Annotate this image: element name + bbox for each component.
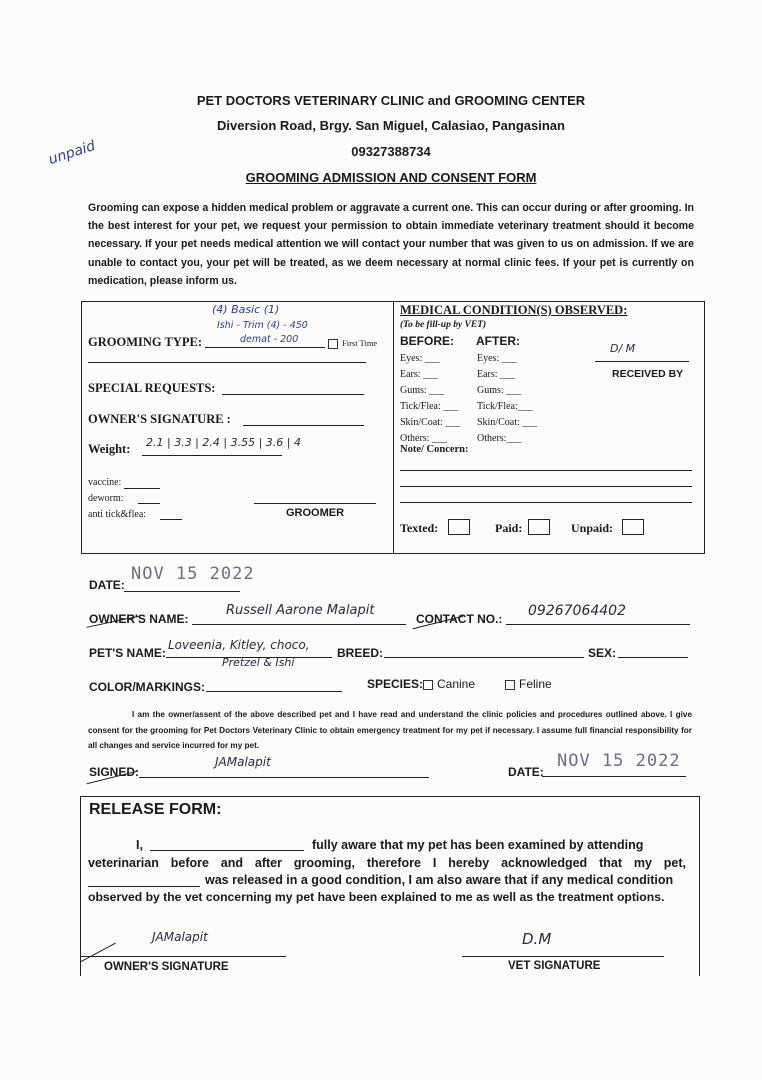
deworm-line <box>138 503 160 504</box>
release-pet-line <box>88 886 200 887</box>
vet-release-label: VET SIGNATURE <box>508 960 601 972</box>
special-requests-line <box>222 394 364 395</box>
before-conditions <box>400 351 460 447</box>
owner-release-signature: JAMalapit <box>152 930 208 944</box>
before-label: BEFORE: <box>400 334 454 348</box>
grooming-type-line-2 <box>88 362 366 363</box>
medical-title: MEDICAL CONDITION(S) OBSERVED: <box>400 303 628 317</box>
owner-signature-label: OWNER'S SIGNATURE : <box>88 412 231 426</box>
before-eyes: Eyes: ___ <box>400 353 440 364</box>
clinic-address: Diversion Road, Brgy. San Miguel, Calasiao, Pangasinan <box>217 118 565 133</box>
clinic-name: PET DOCTORS VETERINARY CLINIC and GROOMING CENTER <box>196 93 586 108</box>
sex-line <box>618 657 688 658</box>
consent-signature: JAMalapit <box>215 755 271 769</box>
after-ears: Ears: ___ <box>477 369 516 380</box>
release-line3-suffix: was released in a good condition, I am also aware that if any medical condition <box>205 873 674 887</box>
pet-name-value-2: Pretzel & Ishi <box>222 656 295 669</box>
before-tick-flea: Tick/Flea: ___ <box>400 401 459 412</box>
pet-name-label: PET'S NAME: <box>89 646 166 660</box>
color-line <box>206 691 342 692</box>
first-time-checkbox[interactable] <box>328 338 377 349</box>
release-line2: veterinarian before and after grooming, therefore I hereby acknowledged that my pet, <box>88 856 686 870</box>
before-ears: Ears: ___ <box>400 369 439 380</box>
after-eyes: Eyes: ___ <box>477 353 517 364</box>
owner-name-line <box>192 624 406 625</box>
contact-value: 09267064402 <box>528 603 626 619</box>
groomer-label: GROOMER <box>286 507 345 519</box>
first-time-label: First Time <box>342 338 378 348</box>
first-time-box[interactable] <box>328 339 338 349</box>
signed-line <box>139 777 429 778</box>
breed-line <box>384 657 584 658</box>
after-label: AFTER: <box>476 334 520 348</box>
consent-date-line <box>542 776 686 777</box>
weight-label: Weight: <box>88 442 131 456</box>
deworm-label: deworm: <box>88 493 124 504</box>
groomer-line <box>254 503 376 504</box>
pet-name-value-1: Loveenia, Kitley, choco, <box>168 638 310 652</box>
clinic-phone: 09327388734 <box>351 144 431 159</box>
unpaid-checkbox[interactable] <box>622 519 644 535</box>
breed-label: BREED: <box>337 646 384 660</box>
feline-label: Feline <box>519 677 552 691</box>
release-line4: observed by the vet concerning my pet have been explained to me as well as the treatment options. <box>88 890 665 904</box>
species-label: SPECIES: <box>367 677 424 691</box>
box-divider <box>393 301 394 554</box>
color-label: COLOR/MARKINGS: <box>89 680 205 694</box>
vaccine-label: vaccine: <box>88 477 122 488</box>
texted-label: Texted: <box>400 521 439 535</box>
feline-option[interactable] <box>505 677 552 691</box>
release-name-line <box>150 850 304 851</box>
after-gums: Gums: ___ <box>477 385 522 396</box>
consent-date-label: DATE: <box>508 765 544 779</box>
canine-box[interactable] <box>423 680 433 690</box>
consent-date-stamp: NOV 15 2022 <box>557 751 681 771</box>
before-others: Others: ___ <box>400 433 447 444</box>
owner-release-line <box>100 956 286 957</box>
contact-line <box>506 624 690 625</box>
contact-label: CONTACT NO.: <box>416 612 503 626</box>
unpaid-label: Unpaid: <box>571 521 614 535</box>
release-line1-suffix: fully aware that my pet has been examined by attending <box>312 838 644 852</box>
after-conditions <box>477 351 537 447</box>
consent-text: I am the owner/assent of the above described pet and I have read and understand the clinic policies and procedures outlined above. I give consent for the grooming for Pet Doctors Veterinary Clinic to obtain emergency treatment for my pet if necessary. I assume full financial responsibility for all changes and service incurred for my pet. <box>88 710 692 750</box>
medical-subtitle: (To be fill-up by VET) <box>400 320 487 330</box>
after-tick-flea: Tick/Flea:___ <box>477 401 533 412</box>
note-label: Note/ Concern: <box>400 444 469 455</box>
special-requests-label: SPECIAL REQUESTS: <box>88 381 216 395</box>
anti-tick-label: anti tick&flea: <box>88 509 147 520</box>
grooming-hand-3: demat - 200 <box>240 334 299 345</box>
pet-name-line <box>166 657 332 658</box>
date-line <box>124 591 240 592</box>
texted-checkbox[interactable] <box>448 519 470 535</box>
date-stamp: NOV 15 2022 <box>131 564 255 584</box>
feline-box[interactable] <box>505 680 515 690</box>
before-gums: Gums: ___ <box>400 385 445 396</box>
grooming-type-label: GROOMING TYPE: <box>88 335 203 349</box>
grooming-type-line <box>205 347 325 348</box>
vet-release-line <box>462 956 664 957</box>
canine-option[interactable] <box>423 677 475 691</box>
grooming-hand-1: (4) Basic (1) <box>212 303 280 316</box>
received-by-hand: D/ M <box>610 342 636 355</box>
release-line1-prefix: I, <box>136 838 143 852</box>
grooming-hand-2: Ishi - Trim (4) - 450 <box>217 320 308 331</box>
received-by-line <box>595 361 689 362</box>
signed-label: SIGNED: <box>89 765 140 779</box>
sex-label: SEX: <box>588 646 617 660</box>
note-line-1 <box>400 470 692 471</box>
note-line-2 <box>400 486 692 487</box>
form-title: GROOMING ADMISSION AND CONSENT FORM <box>245 170 537 185</box>
paid-label: Paid: <box>495 521 523 535</box>
owner-name-label: OWNER'S NAME: <box>89 612 189 626</box>
owner-release-label: OWNER'S SIGNATURE <box>104 961 229 973</box>
date-label: DATE: <box>89 578 125 592</box>
note-line-3 <box>400 502 692 503</box>
release-title: RELEASE FORM: <box>89 801 222 818</box>
canine-label: Canine <box>437 677 476 691</box>
after-others: Others:___ <box>477 433 522 444</box>
intro-paragraph: Grooming can expose a hidden medical problem or aggravate a current one. This can occur during or after grooming. In the best interest for your pet, we request your permission to obtain immediate veterinary treatment should it become necessary. If your pet needs medical attention we will contact your number that was given to us on admission. If we are unable to contact you, your pet will be treated, as we deem necessary at normal clinic fees. If your pet is currently on medication, please inform us. <box>88 202 694 287</box>
unpaid-note: unpaid <box>46 137 98 169</box>
anti-tick-line <box>160 519 182 520</box>
vaccine-line <box>124 488 160 489</box>
vet-release-signature: D.M <box>522 930 552 948</box>
before-skin-coat: Skin/Coat: ___ <box>400 417 461 428</box>
owner-name-value: Russell Aarone Malapit <box>226 603 375 618</box>
weight-line <box>142 455 282 456</box>
owner-signature-line <box>243 425 364 426</box>
received-by-label: RECEIVED BY <box>612 368 684 380</box>
paid-checkbox[interactable] <box>528 519 550 535</box>
after-skin-coat: Skin/Coat: ___ <box>477 417 538 428</box>
weight-value: 2.1 | 3.3 | 2.4 | 3.55 | 3.6 | 4 <box>146 436 301 449</box>
